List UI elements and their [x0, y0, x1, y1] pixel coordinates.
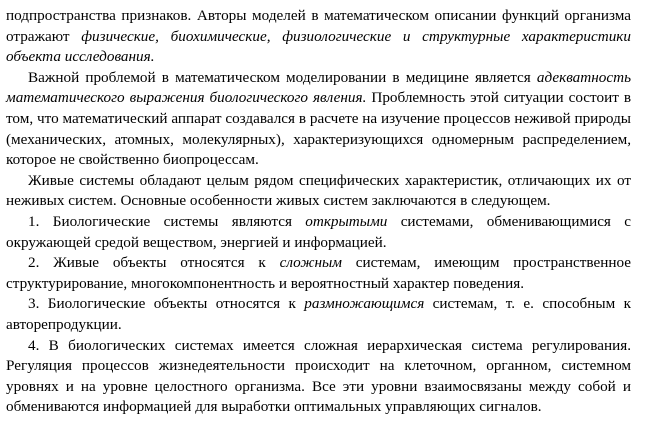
list-item-open-systems [6, 212, 631, 253]
text-segment: Важной проблемой в математическом моделировании в медицине является [28, 68, 537, 86]
list-item-complex-systems [6, 253, 631, 294]
text-segment-italic: открытыми [305, 212, 388, 230]
paragraph-living-systems [6, 171, 631, 212]
text-segment: системами, обменивающимися с окружающей средой веществом, энергией и информацией. [6, 212, 631, 251]
text-segment-italic: адекватность математического выражения биологического явления. [6, 68, 631, 107]
paragraph-adequacy [6, 68, 631, 171]
text-segment: 4. В биологических системах имеется сложная иерархическая система регулирования. Регуляция процессов жизнедеятельности происходит на клеточном, органном, системном уровнях и на уровне целостного организма. Все эти уровни взаимосвязаны между собой и обмениваются информацией для выработки оптимальных управляющих сигналов. [6, 336, 631, 416]
text-segment: 2. Живые объекты относятся к [28, 254, 280, 272]
text-segment-italic: физические, биохимические, физиологические и структурные характеристики объекта исследования. [6, 27, 631, 66]
list-item-hierarchical-regulation [6, 336, 631, 418]
text-segment: системам, имеющим пространственное структурирование, многокомпонентность и вероятностный характер поведения. [6, 254, 631, 292]
list-item-reproducing-systems [6, 294, 631, 335]
text-segment-italic: сложным [279, 254, 342, 272]
text-segment: 3. Биологические объекты относятся к [28, 295, 305, 313]
paragraph-continuation [6, 6, 631, 68]
text-segment: системам, т. е. способным к авторепродукции. [6, 295, 632, 333]
text-segment: Живые системы обладают целым рядом специфических характеристик, отличающих их от неживых систем. Основные особенности живых систем заключаются в следующем. [6, 171, 631, 210]
text-segment: 1. Биологические системы являются [28, 212, 306, 230]
text-segment: Проблемность этой ситуации состоит в том, что математический аппарат создавался в расчете на изучение процессов неживой природы (механических, атомных, молекулярных), характеризующихся одномерным распределением, которое не свойственно биопроцессам. [6, 89, 631, 169]
text-segment-italic: размножающимся [304, 295, 425, 313]
text-segment: подпространства признаков. Авторы моделей в математическом описании функций организма отражают [6, 7, 631, 45]
